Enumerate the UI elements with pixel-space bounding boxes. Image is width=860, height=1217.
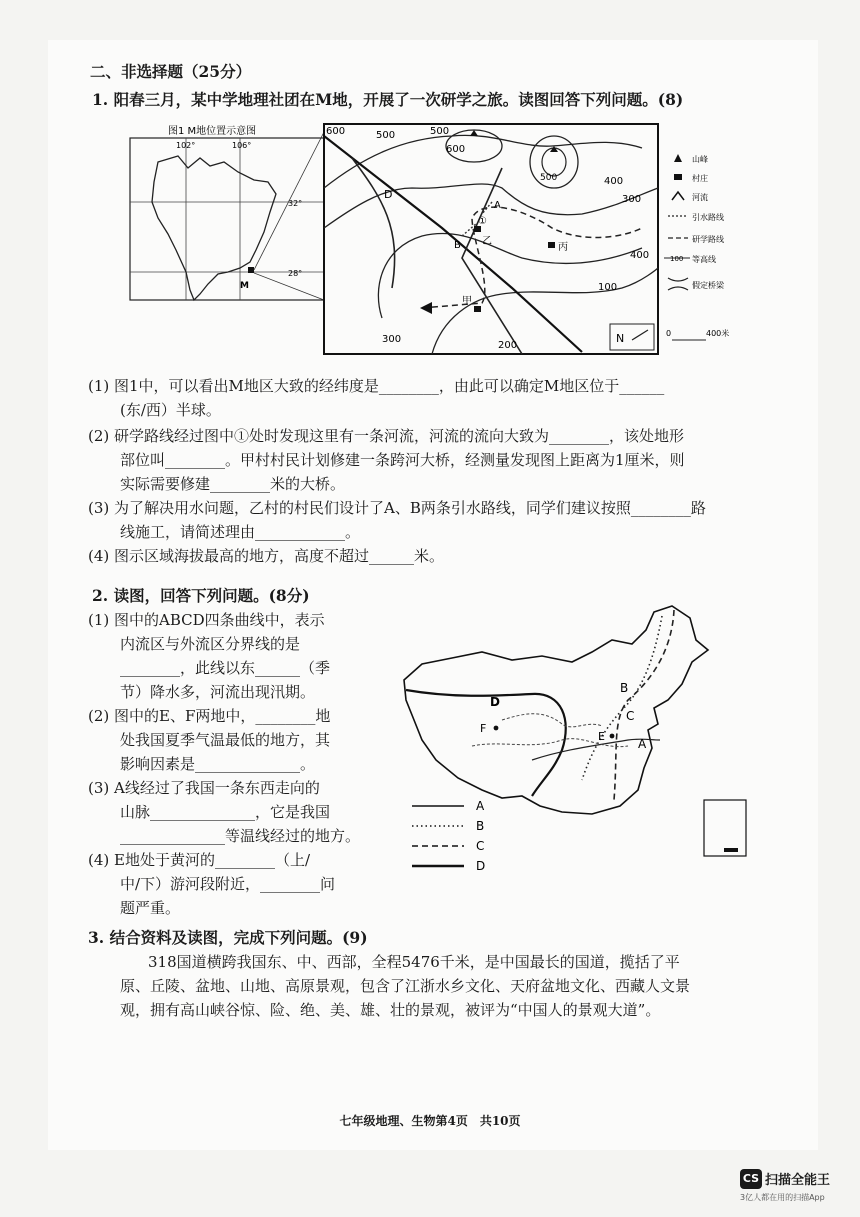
q1-sub2-line3: 实际需要修建________米的大桥。	[120, 475, 346, 493]
cs-logo-icon: CS	[740, 1169, 762, 1189]
svg-text:山峰: 山峰	[692, 155, 708, 164]
svg-text:N: N	[616, 332, 625, 345]
svg-text:D: D	[384, 188, 393, 201]
svg-text:F: F	[480, 722, 487, 735]
svg-text:M: M	[240, 281, 249, 291]
fig1-location-map	[128, 122, 328, 302]
svg-text:100: 100	[670, 255, 684, 263]
svg-text:200: 200	[498, 340, 518, 351]
q3-stem: 3. 结合资料及读图，完成下列问题。(9)	[88, 928, 368, 947]
svg-text:A: A	[638, 737, 647, 751]
svg-text:①: ①	[478, 216, 487, 227]
svg-text:300: 300	[382, 334, 402, 345]
q1-sub2-line2: 部位叫________。甲村村民计划修建一条跨河大桥，经测量发现图上距离为1厘米，则	[120, 451, 685, 469]
svg-text:A: A	[476, 799, 485, 813]
svg-text:B: B	[476, 819, 485, 833]
svg-text:村庄: 村庄	[692, 174, 708, 183]
watermark-name: 扫描全能王	[765, 1173, 831, 1188]
svg-text:甲: 甲	[462, 296, 472, 307]
svg-text:河流: 河流	[692, 193, 708, 202]
svg-text:B: B	[454, 240, 461, 251]
svg-text:D: D	[476, 859, 486, 873]
svg-text:A: A	[494, 200, 501, 211]
svg-text:研学路线: 研学路线	[692, 235, 724, 244]
q1-sub1-line1: (1) 图1中，可以看出M地区大致的经纬度是________，由此可以确定M地区位于______	[88, 377, 665, 395]
svg-text:400: 400	[630, 250, 650, 261]
watermark-subtitle: 3亿人都在用的扫描App	[740, 1193, 825, 1202]
q1-stem: 1. 阳春三月，某中学地理社团在M地，开展了一次研学之旅。读图回答下列问题。(8)	[92, 90, 684, 109]
topo-legend	[662, 150, 752, 360]
svg-text:E: E	[598, 730, 605, 743]
q1-sub1-line2: (东/西）半球。	[120, 401, 221, 419]
svg-text:600: 600	[326, 126, 346, 137]
q2-stem: 2. 读图，回答下列问题。(8分)	[92, 586, 310, 605]
q3-para-line3: 观，拥有高山峡谷惊、险、绝、美、雄、壮的景观，被评为“中国人的景观大道”。	[120, 1001, 661, 1019]
q3-para-line2: 原、丘陵、盆地、山地、高原景观，包含了江浙水乡文化、天府盆地文化、西藏人文景	[120, 977, 691, 995]
svg-text:400米: 400米	[706, 329, 730, 338]
svg-text:B: B	[620, 681, 629, 695]
q1-sub4: (4) 图示区域海拔最高的地方，高度不超过______米。	[88, 547, 445, 565]
svg-text:乙: 乙	[482, 236, 492, 247]
svg-text:500: 500	[430, 126, 450, 137]
china-map	[392, 600, 760, 890]
svg-text:假定桥梁: 假定桥梁	[692, 281, 724, 290]
svg-text:0: 0	[666, 329, 672, 338]
page-footer: 七年级地理、生物第4页 共10页	[339, 1114, 521, 1128]
svg-text:28°: 28°	[288, 269, 303, 278]
svg-text:102°: 102°	[176, 141, 196, 150]
scanner-watermark	[740, 1168, 831, 1202]
topo-map	[322, 118, 662, 358]
svg-text:D: D	[490, 695, 500, 709]
svg-text:500: 500	[540, 173, 558, 183]
svg-text:500: 500	[376, 130, 396, 141]
svg-text:106°: 106°	[232, 141, 252, 150]
svg-text:32°: 32°	[288, 199, 303, 208]
fig1-title: 图1 M地位置示意图	[168, 126, 257, 137]
svg-text:等高线: 等高线	[692, 255, 716, 264]
q3-para-line1: 318国道横跨我国东、中、西部，全程5476千米，是中国最长的国道，揽括了平	[148, 953, 680, 971]
q1-sub3-line2: 线施工，请简述理由____________。	[120, 523, 361, 541]
q1-sub2-line1: (2) 研学路线经过图中①处时发现这里有一条河流，河流的流向大致为________，该处地形	[88, 427, 685, 445]
svg-text:丙: 丙	[558, 242, 568, 253]
q1-sub3-line1: (3) 为了解决用水问题，乙村的村民们设计了A、B两条引水路线，同学们建议按照________路	[88, 499, 706, 517]
svg-text:100: 100	[598, 282, 618, 293]
svg-text:引水路线: 引水路线	[692, 213, 724, 222]
section-title: 二、非选择题（25分）	[90, 62, 252, 81]
svg-text:600: 600	[446, 144, 466, 155]
svg-text:400: 400	[604, 176, 624, 187]
svg-text:300: 300	[622, 194, 642, 205]
svg-text:C: C	[476, 839, 485, 853]
svg-text:C: C	[626, 709, 635, 723]
